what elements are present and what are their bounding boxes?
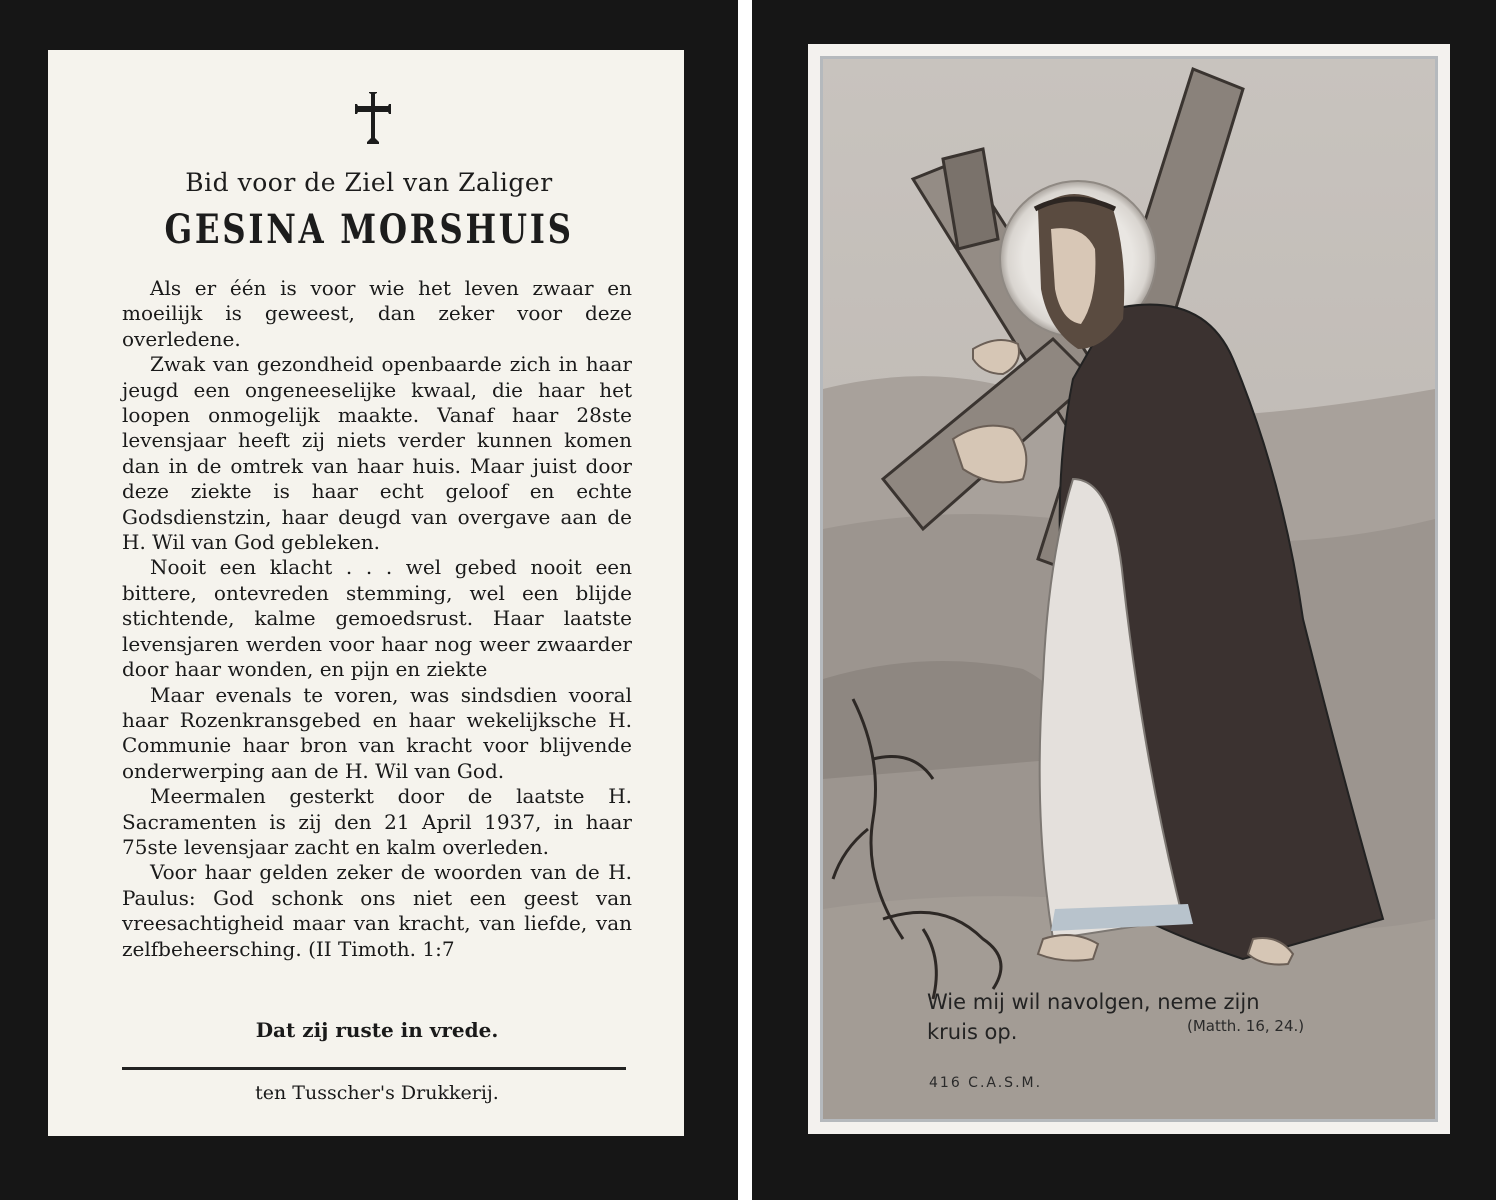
printer-credit: ten Tusscher's Drukkerij.	[255, 1082, 499, 1104]
paragraph: Maar evenals te voren, was sindsdien vooral haar Rozenkransgebed en haar wekelijksche H. Communie haar bron van kracht voor blijvende onderwerping aan de H. Wil van God.	[122, 682, 632, 783]
picture-frame	[808, 44, 1450, 1134]
print-code: 416 C.A.S.M.	[929, 1075, 1043, 1091]
memorial-card-picture	[752, 0, 1496, 1200]
paragraph: Nooit een klacht . . . wel gebed nooit een bittere, ontevreden stemming, wel een blijde stichtende, kalme gemoedsrust. Haar laatste levensjaren werden voor haar nog weer zwaarder door haar wonden, en pijn en ziekte	[122, 555, 632, 682]
scripture-quote: Wie mij wil navolgen, neme zijn kruis op.	[927, 990, 1260, 1044]
cross-icon	[350, 90, 396, 146]
paragraph: Zwak van gezondheid openbaarde zich in haar jeugd een ongeneeselijke kwaal, die haar het loopen onmogelijk maakte. Vanaf haar 28ste levensjaar heeft zij niets verder kunnen komen dan in de omtrek van haar huis. Maar juist door deze ziekte is haar echt geloof en echte Godsdienstzin, haar deugd van overgave aan de H. Wil van God gebleken.	[122, 352, 632, 555]
paragraph: Als er één is voor wie het leven zwaar en moeilijk is geweest, dan zeker voor deze overledene.	[122, 276, 632, 351]
picture-panel	[820, 56, 1438, 1122]
prayer-heading: Bid voor de Ziel van Zaliger	[185, 168, 553, 197]
paragraph: Meermalen gesterkt door de laatste H. Sacramenten is zij den 21 April 1937, in haar 75ste levensjaar zacht en kalm overleden.	[122, 784, 632, 859]
christ-carrying-cross-illustration	[823, 59, 1435, 1119]
scripture-reference: (Matth. 16, 24.)	[1187, 1017, 1305, 1035]
paragraph: Voor haar gelden zeker de woorden van de H. Paulus: God schonk ons niet een geest van vreesachtigheid maar van kracht, van liefde, van zelfbeheersching. (II Timoth. 1:7	[122, 860, 632, 961]
closing-prayer: Dat zij ruste in vrede.	[255, 1018, 499, 1042]
deceased-name: GESINA MORSHUIS	[164, 206, 574, 253]
memorial-card-text	[0, 0, 738, 1200]
divider	[122, 1067, 626, 1070]
memorial-text	[122, 276, 632, 962]
